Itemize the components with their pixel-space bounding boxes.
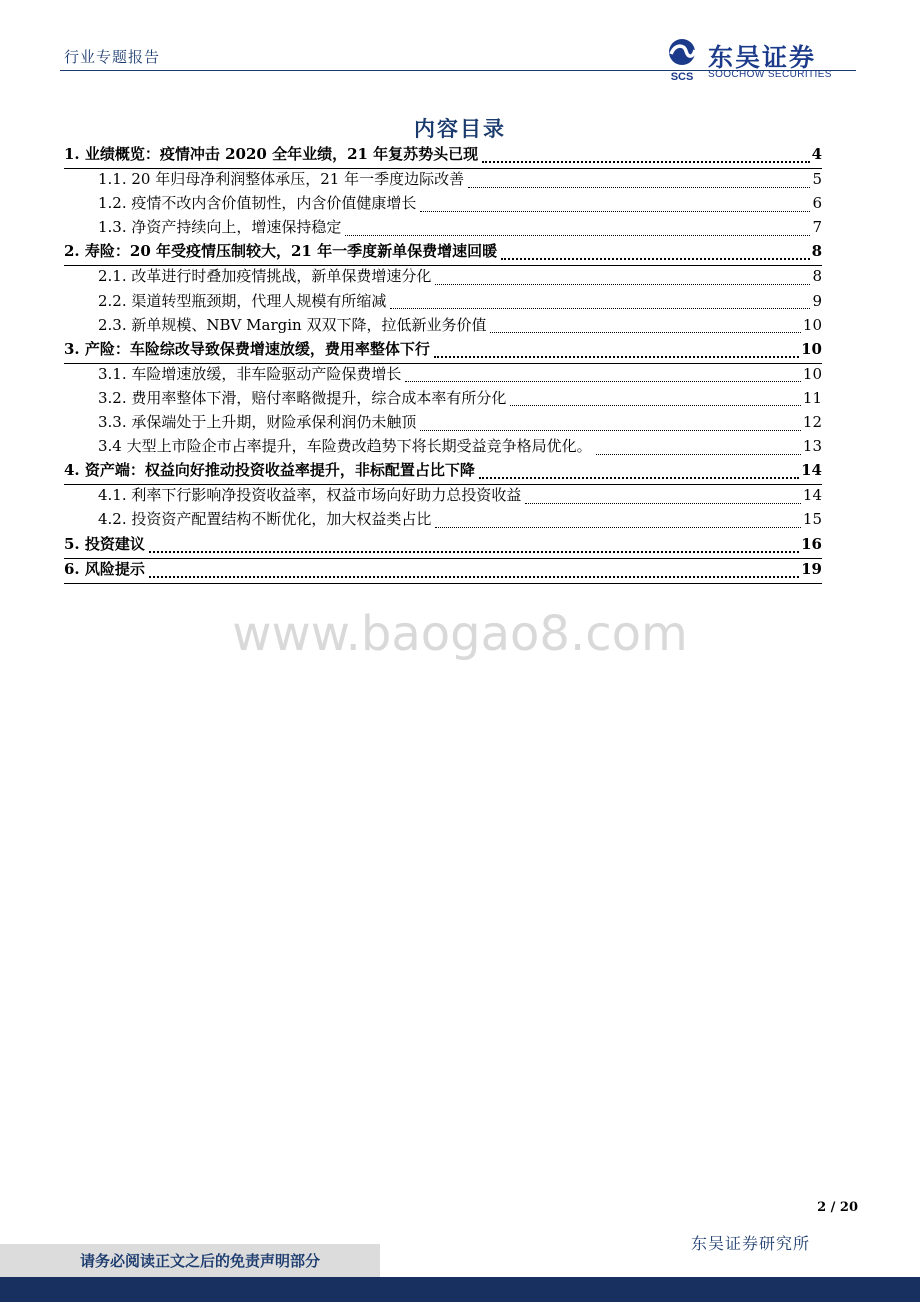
toc-entry-title: 2.1. 改革进行时叠加疫情挑战，新单保费增速分化: [98, 267, 432, 286]
toc-entry-page: 9: [812, 291, 822, 310]
scs-logo-icon: [662, 38, 702, 82]
toc-dot-leader: [149, 539, 799, 553]
toc-entry-title: 6. 风险提示: [64, 559, 145, 578]
toc-dot-leader: [525, 491, 801, 504]
watermark: www.baogao8.com: [232, 606, 688, 662]
toc-dot-leader: [435, 515, 801, 528]
report-type-label: 行业专题报告: [64, 48, 161, 66]
institute-name: 东吴证券研究所: [690, 1234, 810, 1253]
toc-dot-leader: [405, 369, 801, 382]
page-number: 2 / 20: [817, 1200, 858, 1215]
toc-entry-page: 5: [812, 170, 822, 189]
toc-entry[interactable]: [64, 412, 822, 436]
toc-entry-title: 3.2. 费用率整体下滑，赔付率略微提升，综合成本率有所分化: [98, 388, 507, 407]
toc-dot-leader: [435, 272, 810, 285]
toc-entry-title: 1.2. 疫情不改内含价值韧性，内含价值健康增长: [98, 194, 417, 213]
disclaimer-text: 请务必阅读正文之后的免责声明部分: [80, 1252, 321, 1270]
toc-dot-leader: [420, 199, 810, 212]
toc-dot-leader: [596, 442, 801, 455]
toc-entry-title: 1. 业绩概览：疫情冲击 2020 全年业绩，21 年复苏势头已现: [64, 145, 479, 163]
toc-entry[interactable]: [64, 559, 822, 584]
toc-entry-page: 8: [811, 242, 822, 261]
toc-entry-page: 6: [812, 194, 822, 213]
toc-entry-page: 19: [801, 559, 822, 578]
toc-entry-title: 1.1. 20 年归母净利润整体承压，21 年一季度边际改善: [98, 170, 465, 189]
toc-entry-page: 4: [811, 145, 822, 163]
toc-dot-leader: [420, 418, 801, 431]
toc-entry-title: 2. 寿险：20 年受疫情压制较大，21 年一季度新单保费增速回暖: [64, 242, 498, 261]
toc-entry-title: 3.4 大型上市险企市占率提升，车险费改趋势下将长期受益竞争格局优化。: [98, 437, 592, 456]
toc-entry-title: 3.1. 车险增速放缓，非车险驱动产险保费增长: [98, 364, 402, 383]
toc-entry[interactable]: [64, 193, 822, 217]
toc-dot-leader: [468, 175, 810, 188]
toc-entry-page: 10: [801, 339, 822, 358]
toc-entry-page: 12: [802, 413, 822, 432]
toc-entry[interactable]: [64, 436, 822, 460]
toc-entry-page: 14: [801, 461, 822, 480]
toc-entry-title: 4. 资产端：权益向好推动投资收益率提升，非标配置占比下降: [64, 461, 475, 480]
toc-title: 内容目录: [414, 116, 506, 141]
toc-entry-page: 10: [802, 315, 822, 334]
toc-entry-page: 14: [802, 486, 822, 505]
toc-dot-leader: [490, 320, 800, 333]
logo-chinese-name: 东吴证券: [708, 43, 817, 72]
toc-entry[interactable]: [64, 388, 822, 412]
toc-entry[interactable]: [64, 485, 822, 509]
toc-entry[interactable]: [64, 339, 822, 364]
toc-entry-page: 15: [802, 510, 822, 529]
toc-entry[interactable]: [64, 266, 822, 290]
toc-entry-title: 4.2. 投资资产配置结构不断优化，加大权益类占比: [98, 510, 432, 529]
toc-entry[interactable]: [64, 241, 822, 266]
toc-entry-page: 13: [802, 437, 822, 456]
logo-mark-text: SCS: [670, 71, 694, 82]
toc-entry-title: 1.3. 净资产持续向上，增速保持稳定: [98, 218, 342, 237]
footer-bar: [0, 1277, 920, 1302]
company-logo: [662, 38, 852, 86]
toc-entry[interactable]: [64, 291, 822, 315]
logo-english-name: SOOCHOW SECURITIES: [708, 69, 832, 80]
toc-entry-page: 8: [812, 267, 822, 286]
toc-entry[interactable]: [64, 315, 822, 339]
table-of-contents: [64, 144, 822, 584]
toc-entry-title: 3.3. 承保端处于上升期，财险承保利润仍未触顶: [98, 413, 417, 432]
toc-dot-leader: [434, 344, 799, 358]
toc-entry[interactable]: [64, 144, 822, 169]
toc-dot-leader: [345, 223, 810, 236]
toc-dot-leader: [479, 465, 799, 479]
toc-entry[interactable]: [64, 217, 822, 241]
toc-dot-leader: [510, 393, 801, 406]
toc-entry[interactable]: [64, 460, 822, 485]
toc-entry[interactable]: [64, 534, 822, 559]
toc-entry[interactable]: [64, 364, 822, 388]
toc-entry-page: 7: [812, 218, 822, 237]
toc-entry-page: 10: [802, 364, 822, 383]
toc-entry-title: 2.3. 新单规模、NBV Margin 双双下降，拉低新业务价值: [98, 315, 487, 334]
toc-dot-leader: [501, 246, 809, 260]
toc-entry-title: 2.2. 渠道转型瓶颈期，代理人规模有所缩减: [98, 291, 387, 310]
toc-entry-title: 5. 投资建议: [64, 534, 145, 553]
toc-entry-page: 16: [801, 534, 822, 553]
toc-dot-leader: [149, 564, 799, 578]
toc-dot-leader: [482, 149, 809, 163]
toc-entry[interactable]: [64, 169, 822, 193]
toc-entry-title: 3. 产险：车险综改导致保费增速放缓，费用率整体下行: [64, 339, 430, 358]
toc-entry[interactable]: [64, 509, 822, 533]
toc-entry-page: 11: [802, 388, 822, 407]
toc-dot-leader: [390, 296, 810, 309]
toc-entry-title: 4.1. 利率下行影响净投资收益率，权益市场向好助力总投资收益: [98, 486, 522, 505]
